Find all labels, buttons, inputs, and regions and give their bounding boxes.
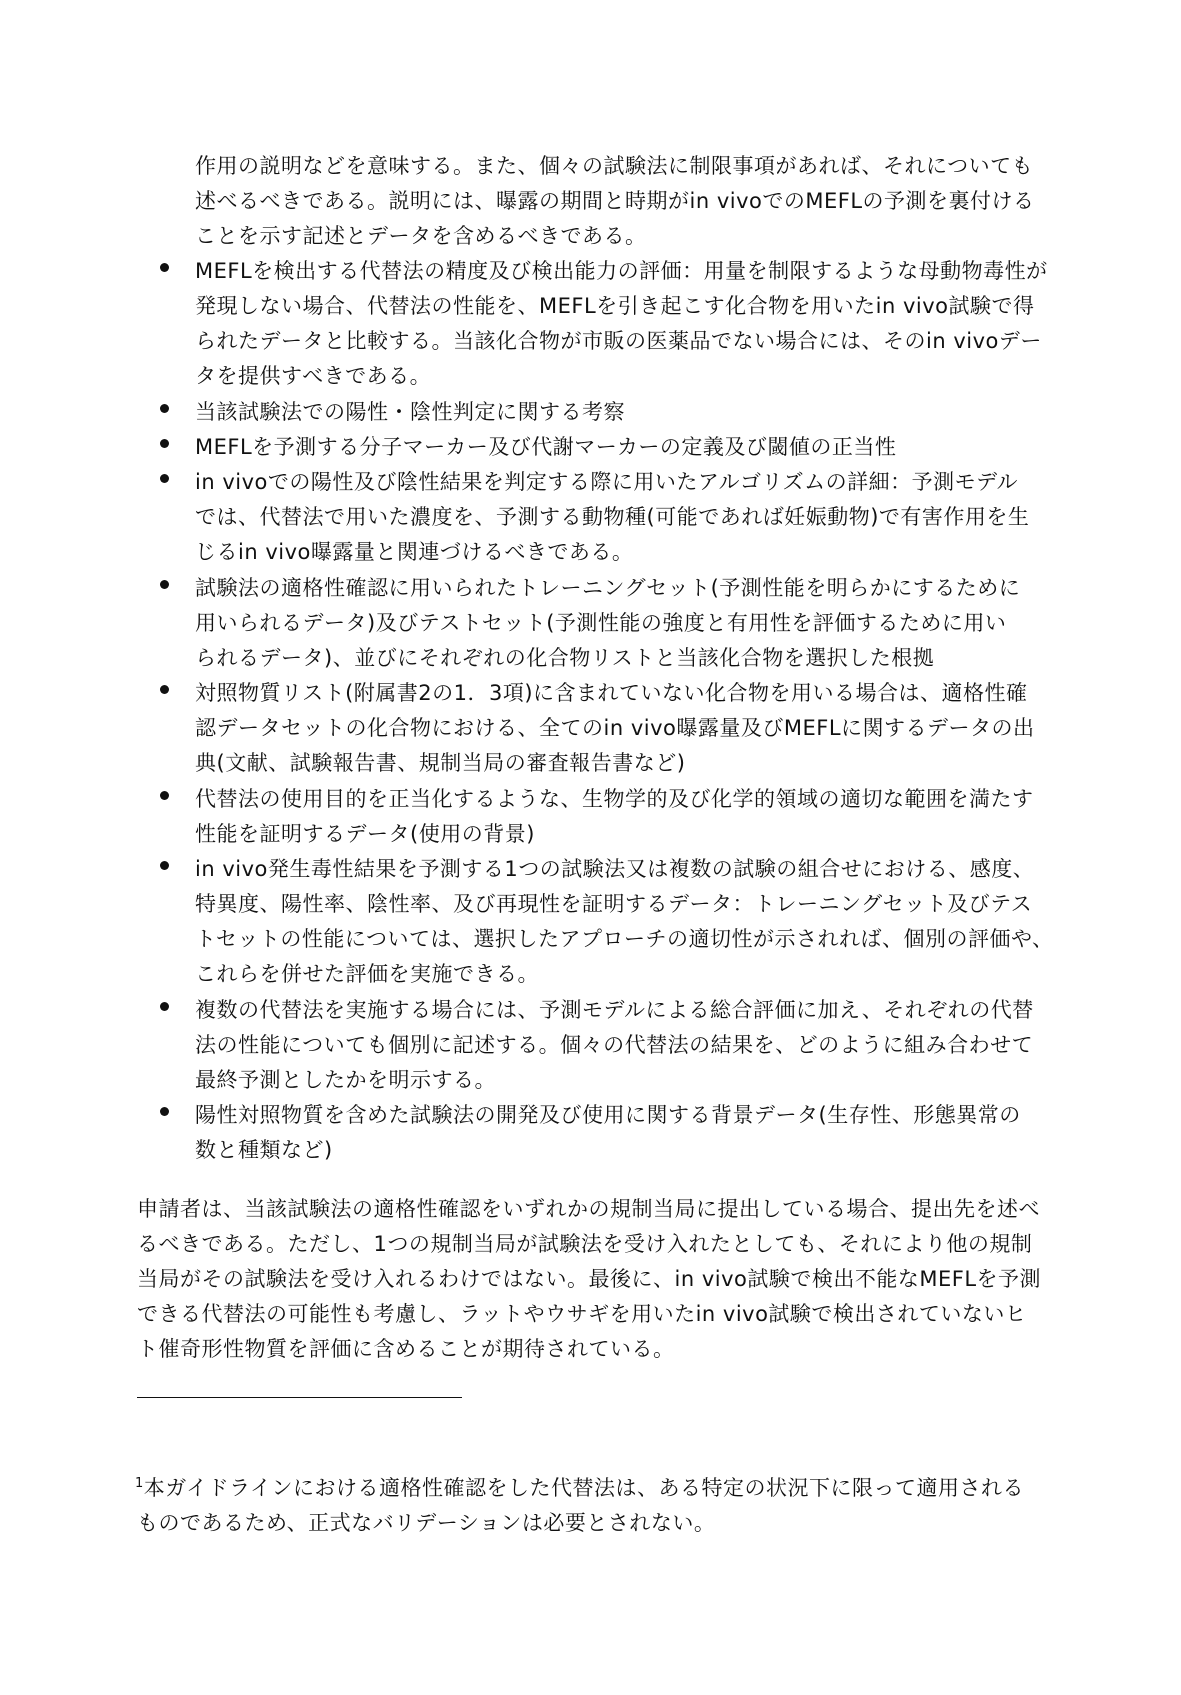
paragraph-line: るべきである。ただし、1つの規制当局が試験法を受け入れたとしても、それにより他の規制	[137, 1232, 1033, 1256]
bullet-dot	[160, 404, 169, 413]
list-item-line: 最終予測としたかを明示する。	[195, 1068, 496, 1092]
bullet-dot	[160, 474, 169, 483]
list-item-line: 複数の代替法を実施する場合には、予測モデルによる総合評価に加え、それぞれの代替	[195, 998, 1034, 1022]
bullet-dot	[160, 685, 169, 694]
list-item-line: られるデータ)、並びにそれぞれの化合物リストと当該化合物を選択した根拠	[195, 646, 935, 670]
paragraph-line: できる代替法の可能性も考慮し、ラットやウサギを用いたin vivo試験で検出されていないヒ	[137, 1302, 1027, 1326]
list-item-line: 法の性能についても個別に記述する。個々の代替法の結果を、どのように組み合わせて	[195, 1033, 1034, 1057]
bullet-dot	[160, 1002, 169, 1011]
list-item-line: MEFLを予測する分子マーカー及び代謝マーカーの定義及び閾値の正当性	[195, 435, 897, 459]
list-item-line: では、代替法で用いた濃度を、予測する動物種(可能であれば妊娠動物)で有害作用を生	[195, 505, 1030, 529]
list-item-line: 典(文献、試験報告書、規制当局の審査報告書など)	[195, 751, 686, 775]
list-item-line: 対照物質リスト(附属書2の1．3項)に含まれていない化合物を用いる場合は、適格性確	[195, 681, 1028, 705]
footnote-separator	[137, 1397, 462, 1398]
footnote-line	[135, 1471, 1024, 1506]
footnote-text: 本ガイドラインにおける適格性確認をした代替法は、ある特定の状況下に限って適用される	[143, 1476, 1025, 1500]
paragraph-line: ト催奇形性物質を評価に含めることが期待されている。	[137, 1337, 675, 1361]
list-item-line: 当該試験法での陽性・陰性判定に関する考察	[195, 400, 625, 424]
list-item-line: 陽性対照物質を含めた試験法の開発及び使用に関する背景データ(生存性、形態異常の	[195, 1103, 1021, 1127]
list-item-line: in vivoでの陽性及び陰性結果を判定する際に用いたアルゴリズムの詳細：予測モデル	[195, 470, 1019, 494]
list-item-line: 用いられるデータ)及びテストセット(予測性能の強度と有用性を評価するために用い	[195, 611, 1007, 635]
bullet-dot	[160, 263, 169, 272]
text-line: ことを示す記述とデータを含めるべきである。	[195, 224, 647, 248]
list-item-line: MEFLを検出する代替法の精度及び検出能力の評価：用量を制限するような母動物毒性が	[195, 259, 1048, 283]
list-item-line: 数と種類など)	[195, 1138, 333, 1162]
text-line: 述べるべきである。説明には、曝露の期間と時期がin vivoでのMEFLの予測を裏付ける	[195, 189, 1035, 213]
paragraph-line: 申請者は、当該試験法の適格性確認をいずれかの規制当局に提出している場合、提出先を述べ	[137, 1197, 1040, 1221]
list-item-line: られたデータと比較する。当該化合物が市販の医薬品でない場合には、そのin vivoデー	[195, 329, 1042, 353]
list-item-line: 認データセットの化合物における、全てのin vivo曝露量及びMEFLに関するデータの出	[195, 716, 1035, 740]
list-item-line: 代替法の使用目的を正当化するような、生物学的及び化学的領域の適切な範囲を満たす	[195, 787, 1034, 811]
list-item-line: じるin vivo曝露量と関連づけるべきである。	[195, 540, 634, 564]
list-item-line: タを提供すべきである。	[195, 364, 432, 388]
bullet-dot	[160, 861, 169, 870]
text-line: 作用の説明などを意味する。また、個々の試験法に制限事項があれば、それについても	[195, 154, 1034, 178]
paragraph-line: 当局がその試験法を受け入れるわけではない。最後に、in vivo試験で検出不能なMEFLを予測	[137, 1267, 1042, 1291]
list-item-line: 特異度、陽性率、陰性率、及び再現性を証明するデータ：トレーニングセット及びテス	[195, 892, 1033, 916]
footnote-marker: 1	[135, 1476, 144, 1491]
bullet-dot	[160, 1107, 169, 1116]
list-item-line: これらを併せた評価を実施できる。	[195, 962, 539, 986]
bullet-dot	[160, 580, 169, 589]
list-item-line: 発現しない場合、代替法の性能を、MEFLを引き起こす化合物を用いたin vivo試験で得	[195, 294, 1035, 318]
list-item-line: トセットの性能については、選択したアプローチの適切性が示されれば、個別の評価や、	[195, 927, 1054, 951]
list-item-line: 試験法の適格性確認に用いられたトレーニングセット(予測性能を明らかにするために	[195, 576, 1021, 600]
list-item-line: 性能を証明するデータ(使用の背景)	[195, 822, 535, 846]
bullet-dot	[160, 439, 169, 448]
list-item-line: in vivo発生毒性結果を予測する1つの試験法又は複数の試験の組合せにおける、感度、	[195, 857, 1035, 881]
footnote-line: ものであるため、正式なバリデーションは必要とされない。	[137, 1511, 716, 1535]
bullet-dot	[160, 791, 169, 800]
